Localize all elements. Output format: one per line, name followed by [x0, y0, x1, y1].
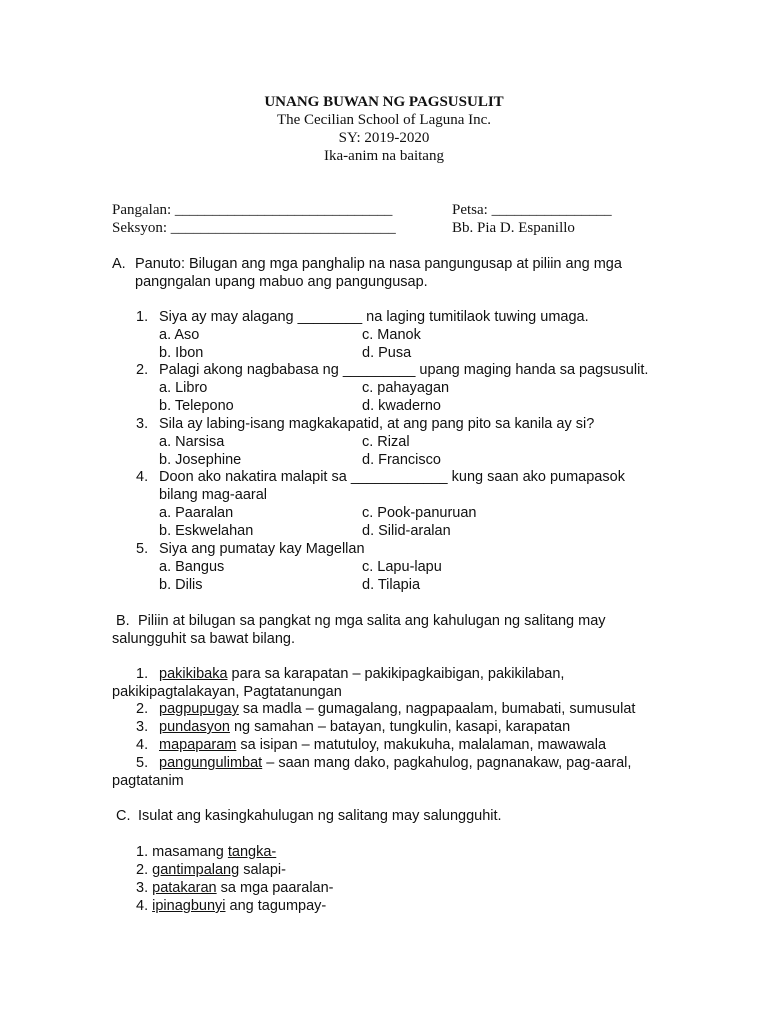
item-text: ang tagumpay- [225, 898, 327, 914]
item-number: 4. [136, 898, 149, 914]
list-item [136, 897, 326, 915]
item-text: sa mga paaralan- [216, 880, 334, 896]
section-c-letter: C. [116, 808, 131, 824]
question-number: 4. [136, 469, 149, 485]
section-a-instruction-cont: pangngalan upang mabuo ang pangungusap. [135, 274, 428, 290]
item-text: ng samahan – batayan, tungkulin, kasapi, karapatan [229, 719, 571, 735]
item-number: 5. [136, 755, 149, 771]
question-text-cont: bilang mag-aaral [159, 487, 268, 503]
section-a-letter: A. [112, 256, 126, 272]
question-number: 1. [136, 309, 149, 325]
item-text: – saan mang dako, pagkahulog, pagnanakaw, pag-aaral, [262, 755, 632, 771]
item-text-cont: pagtatanim [112, 773, 184, 789]
choice-c: c. Manok [362, 327, 421, 343]
list-item [159, 700, 635, 718]
question-text: Palagi akong nagbabasa ng _________ upang maging handa sa pagsusulit. [159, 362, 649, 378]
grade-level: Ika-anim na baitang [324, 148, 444, 164]
exam-title: UNANG BUWAN NG PAGSUSULIT [264, 94, 504, 110]
section-field: Seksyon: ______________________________ [112, 220, 396, 236]
choice-d: d. kwaderno [362, 398, 441, 414]
item-number: 3. [136, 719, 149, 735]
item-number: 2. [136, 701, 149, 717]
question-text: Siya ay may alagang ________ na laging tumitilaok tuwing umaga. [159, 309, 589, 325]
item-text-cont: pakikipagtalakayan, Pagtatanungan [112, 684, 342, 700]
teacher-name: Bb. Pia D. Espanillo [452, 220, 575, 236]
item-text: salapi- [239, 862, 286, 878]
choice-b: b. Josephine [159, 452, 242, 468]
school-name: The Cecilian School of Laguna Inc. [276, 112, 492, 128]
underlined-word: pakikibaka [159, 666, 228, 682]
underlined-word: tangka- [227, 844, 277, 860]
section-b-instruction-cont: salungguhit sa bawat bilang. [112, 631, 295, 647]
choice-c: c. pahayagan [362, 380, 450, 396]
choice-d: d. Tilapia [362, 577, 421, 593]
item-text: para sa karapatan – pakikipagkaibigan, pakikilaban, [227, 666, 565, 682]
section-b-letter: B. [116, 613, 130, 629]
item-number: 1. [136, 666, 149, 682]
question-text: Siya ang pumatay kay Magellan [159, 541, 365, 557]
underlined-word: gantimpalang [152, 862, 240, 878]
date-field: Petsa: ________________ [452, 202, 612, 218]
choice-d: d. Silid-aralan [362, 523, 451, 539]
underlined-word: pundasyon [159, 719, 230, 735]
question-number: 2. [136, 362, 149, 378]
question-text: Doon ako nakatira malapit sa ____________ kung saan ako pumapasok [159, 469, 625, 485]
choice-a: a. Libro [159, 380, 208, 396]
list-item [136, 843, 276, 861]
choice-a: a. Bangus [159, 559, 225, 575]
choice-a: a. Paaralan [159, 505, 234, 521]
name-field: Pangalan: _____________________________ [112, 202, 393, 218]
item-text: sa isipan – matutuloy, makukuha, malalaman, mawawala [236, 737, 607, 753]
item-number: 4. [136, 737, 149, 753]
section-b-instruction: Piliin at bilugan sa pangkat ng mga salita ang kahulugan ng salitang may [138, 613, 606, 629]
list-item [159, 736, 606, 754]
underlined-word: mapaparam [159, 737, 237, 753]
underlined-word: pangungulimbat [159, 755, 263, 771]
choice-c: c. Rizal [362, 434, 410, 450]
section-a-instruction: Panuto: Bilugan ang mga panghalip na nasa pangungusap at piliin ang mga [135, 256, 622, 272]
choice-c: c. Lapu-lapu [362, 559, 442, 575]
choice-b: b. Eskwelahan [159, 523, 254, 539]
question-number: 5. [136, 541, 149, 557]
item-text: sa madla – gumagalang, nagpapaalam, bumabati, sumusulat [238, 701, 636, 717]
choice-c: c. Pook-panuruan [362, 505, 477, 521]
choice-d: d. Pusa [362, 345, 412, 361]
list-item [159, 754, 631, 772]
choice-b: b. Dilis [159, 577, 203, 593]
school-year: SY: 2019-2020 [338, 130, 430, 146]
choice-a: a. Narsisa [159, 434, 225, 450]
item-text: masamang [148, 844, 228, 860]
list-item [136, 879, 334, 897]
choice-d: d. Francisco [362, 452, 441, 468]
list-item [159, 718, 570, 736]
underlined-word: patakaran [152, 880, 217, 896]
item-number: 2. [136, 862, 149, 878]
list-item [136, 861, 286, 879]
choice-a: a. Aso [159, 327, 200, 343]
question-number: 3. [136, 416, 149, 432]
item-number: 3. [136, 880, 149, 896]
choice-b: b. Ibon [159, 345, 204, 361]
underlined-word: ipinagbunyi [152, 898, 226, 914]
section-c-instruction: Isulat ang kasingkahulugan ng salitang may salungguhit. [138, 808, 502, 824]
list-item [159, 665, 564, 683]
item-number: 1. [136, 844, 149, 860]
question-text: Sila ay labing-isang magkakapatid, at ang pang pito sa kanila ay si? [159, 416, 595, 432]
choice-b: b. Telepono [159, 398, 234, 414]
underlined-word: pagpupugay [159, 701, 239, 717]
